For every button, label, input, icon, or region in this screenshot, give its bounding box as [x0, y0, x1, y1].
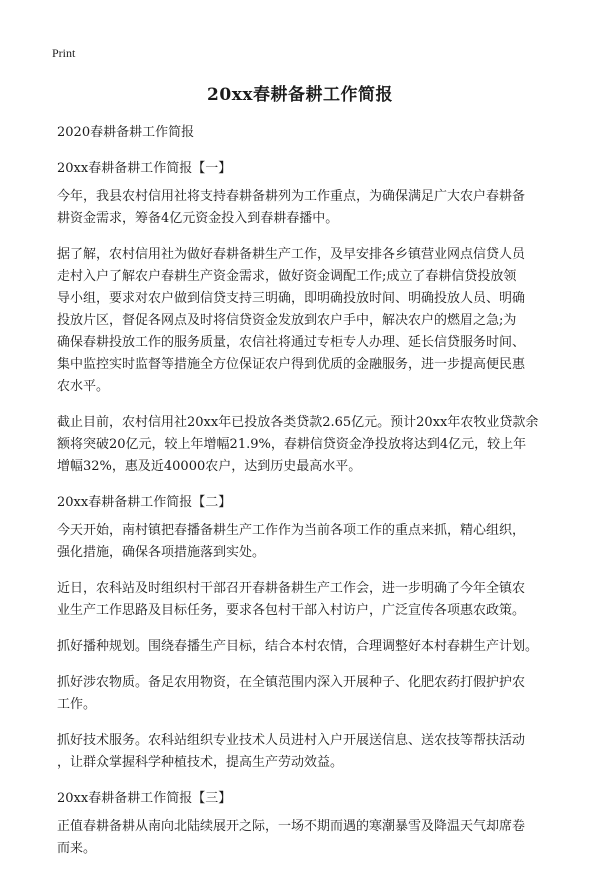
- paragraph-line: 导小组，要求对农户做到信贷支持三明确，即明确投放时间、明确投放人员、明确: [57, 291, 526, 306]
- section-heading-3: 20xx春耕备耕工作简报【三】: [57, 791, 232, 806]
- paragraph-line: 确保春耕投放工作的服务质量，农信社将通过专柜专人办理、延长信贷服务时间、: [57, 335, 526, 350]
- paragraph-line: 耕资金需求，筹备4亿元资金投入到春耕春播中。: [57, 211, 339, 226]
- paragraph-line: 走村入户了解农户春耕生产资金需求，做好资金调配工作;成立了春耕信贷投放领: [57, 269, 517, 284]
- paragraph: [57, 244, 557, 398]
- page-title: 20xx春耕备耕工作简报: [207, 85, 393, 105]
- paragraph-line: 强化措施，确保各项措施落到实处。: [57, 545, 266, 560]
- paragraph: [57, 636, 557, 658]
- paragraph-line: 今天开始，南村镇把春播备耕生产工作作为当前各项工作的重点来抓，精心组织，: [57, 523, 526, 538]
- paragraph-line: 正值春耕备耕从南向北陆续展开之际，一场不期而遇的寒潮暴雪及降温天气却席卷: [57, 819, 526, 834]
- paragraph-line: 增幅32%，惠及近40000农户，达到历史最高水平。: [57, 459, 362, 474]
- paragraph-line: 集中监控实时监督等措施全方位保证农户得到优质的金融服务，进一步提高便民惠: [57, 357, 526, 372]
- paragraph: [57, 816, 557, 860]
- paragraph: [57, 186, 557, 230]
- document-body: [57, 118, 557, 874]
- paragraph-line: 近日，农科站及时组织村干部召开春耕备耕生产工作会，进一步明确了今年全镇农: [57, 581, 526, 596]
- section-heading-2: 20xx春耕备耕工作简报【二】: [57, 495, 232, 510]
- paragraph-line: 据了解，农村信用社为做好春耕备耕生产工作，及早安排各乡镇营业网点信贷人员: [57, 247, 526, 262]
- paragraph-line: 抓好涉农物质。备足农用物资，在全镇范围内深入开展种子、化肥农药打假护护农: [57, 675, 526, 690]
- paragraph: [57, 578, 557, 622]
- paragraph-line: 而来。: [57, 841, 97, 856]
- paragraph: [57, 730, 557, 774]
- paragraph: [57, 672, 557, 716]
- paragraph-line: 截止目前，农村信用社20xx年已投放各类贷款2.65亿元。预计20xx年农牧业贷款余: [57, 415, 539, 430]
- paragraph-line: 业生产工作思路及目标任务，要求各包村干部入村访户，广泛宣传各项惠农政策。: [57, 603, 526, 618]
- paragraph: [57, 520, 557, 564]
- paragraph: [57, 412, 557, 478]
- paragraph-line: 抓好播种规划。围绕春播生产目标，结合本村农情，合理调整好本村春耕生产计划。: [57, 639, 539, 654]
- section-heading-1: 20xx春耕备耕工作简报【一】: [57, 161, 232, 176]
- print-link[interactable]: Print: [52, 46, 76, 60]
- paragraph-line: 今年，我县农村信用社将支持春耕备耕列为工作重点，为确保满足广大农户春耕备: [57, 189, 526, 204]
- paragraph-line: 工作。: [57, 697, 97, 712]
- document-subtitle: 2020春耕备耕工作简报: [57, 125, 195, 140]
- paragraph-line: 农水平。: [57, 379, 110, 394]
- paragraph-line: 投放片区，督促各网点及时将信贷资金发放到农户手中，解决农户的燃眉之急;为: [57, 313, 517, 328]
- paragraph-line: 抓好技术服务。农科站组织专业技术人员进村入户开展送信息、送农技等帮扶活动: [57, 733, 526, 748]
- paragraph-line: ，让群众掌握科学种植技术，提高生产劳动效益。: [57, 755, 344, 770]
- paragraph-line: 额将突破20亿元，较上年增幅21.9%，春耕信贷资金净投放将达到4亿元，较上年: [57, 437, 527, 452]
